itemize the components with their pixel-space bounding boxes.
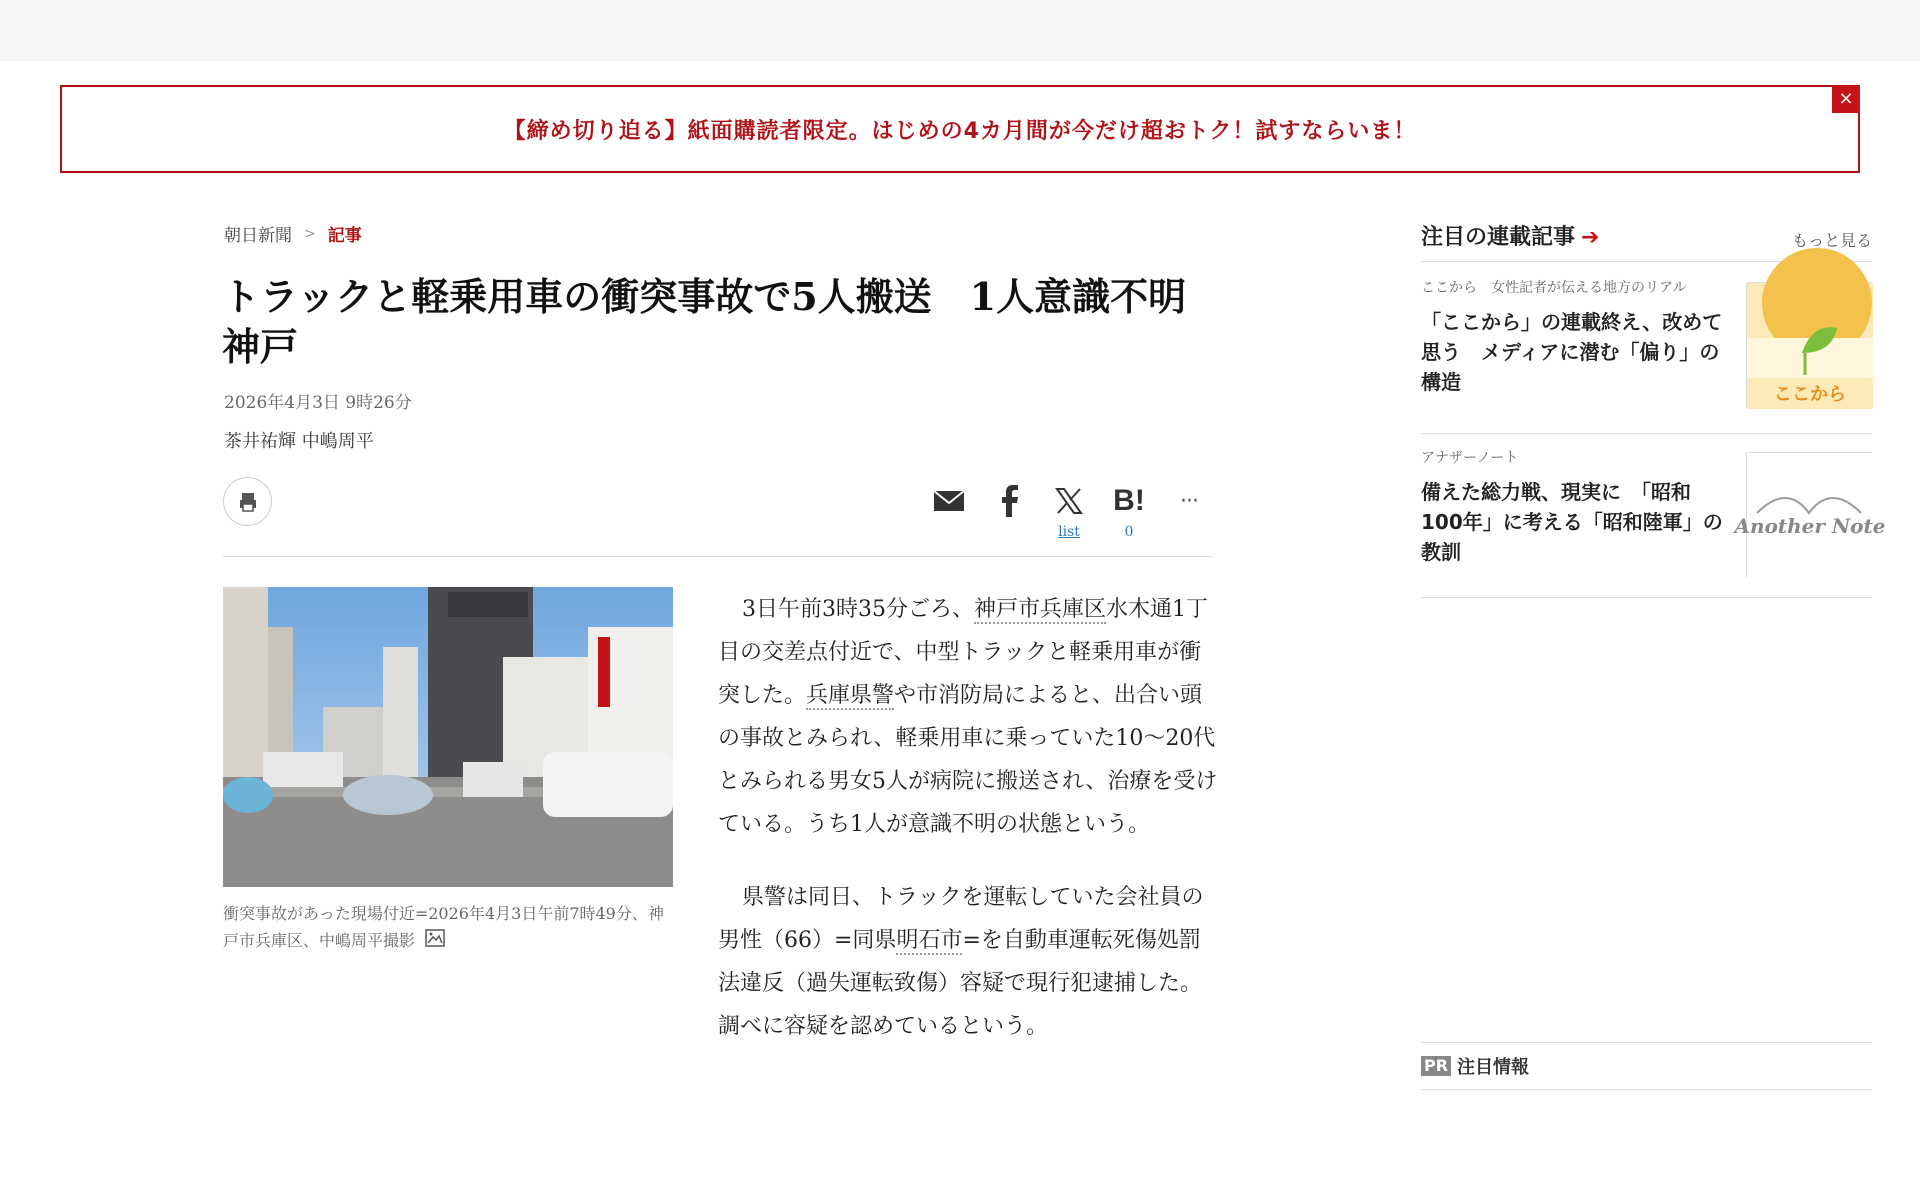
breadcrumb-current[interactable]: 記事	[327, 226, 362, 246]
breadcrumb-home[interactable]: 朝日新聞	[224, 226, 292, 246]
paragraph-1: 3日午前3時35分ごろ、神戸市兵庫区水木通1丁目の交差点付近で、中型トラックと軽乗用車が衝突した。兵庫県警や市消防局によると、出合い頭の事故とみられ、軽乗用車に乗っていた10～20代とみられる男女5人が病院に搬送され、治療を受けている。うち1人が意識不明の状態という。	[718, 597, 1218, 837]
mail-icon	[933, 480, 965, 522]
share-x-button[interactable]	[1044, 480, 1094, 540]
promo-text[interactable]: 【締め切り迫る】紙面購読者限定。はじめの4カ月間が今だけ超おトク！試すならいま！	[503, 118, 1417, 144]
browser-top-bar	[0, 0, 1920, 61]
share-facebook-button[interactable]	[984, 480, 1034, 522]
sidebar-thumbnail[interactable]	[1734, 452, 1886, 578]
hatena-bookmark-icon: B!	[1113, 484, 1145, 517]
x-share-count[interactable]: list	[1058, 524, 1080, 540]
promo-banner[interactable]	[60, 85, 1860, 173]
article-body	[718, 588, 1218, 1078]
sidebar-thumbnail[interactable]	[1746, 282, 1872, 408]
link-hyogo-police[interactable]: 兵庫県警	[806, 683, 895, 708]
sidebar-more-link[interactable]: もっと見る	[1791, 231, 1872, 250]
close-icon[interactable]: ×	[1832, 85, 1860, 113]
sidebar-item-another-note[interactable]	[1421, 450, 1886, 598]
facebook-icon	[999, 480, 1019, 522]
image-icon[interactable]	[425, 928, 445, 955]
link-akashi[interactable]: 明石市	[896, 928, 963, 953]
sidebar-item-category: アナザーノート	[1421, 450, 1519, 466]
photo-caption-text: 衝突事故があった現場付近=2026年4月3日午前7時49分、神戸市兵庫区、中嶋周平撮影	[223, 904, 664, 950]
article-photo[interactable]	[223, 587, 673, 887]
sidebar-item-category: ここから 女性記者が伝える地方のリアル	[1421, 280, 1687, 296]
sidebar-title[interactable]: 注目の連載記事 ➔	[1421, 225, 1600, 250]
photo-caption	[223, 900, 675, 955]
pr-section-header	[1421, 1042, 1872, 1090]
more-icon: ···	[1180, 488, 1198, 514]
printer-icon	[237, 491, 259, 513]
print-button[interactable]	[223, 477, 272, 526]
pr-label: 注目情報	[1457, 1057, 1530, 1078]
sidebar-item-kokokara[interactable]	[1421, 280, 1872, 434]
arrow-right-icon: ➔	[1581, 225, 1600, 250]
pr-badge: PR	[1421, 1056, 1451, 1076]
sidebar-item-title[interactable]: 備えた総力戦、現実に 「昭和100年」に考える「昭和陸軍」の教訓	[1421, 480, 1723, 564]
breadcrumb	[224, 221, 362, 246]
x-icon	[1055, 480, 1083, 522]
article-headline: トラックと軽乗用車の衝突事故で5人搬送 1人意識不明 神戸	[222, 274, 1225, 369]
share-more-button[interactable]	[1164, 480, 1214, 522]
article-authors: 茶井祐輝 中嶋周平	[224, 431, 374, 452]
article-date: 2026年4月3日 9時26分	[224, 393, 412, 413]
share-hatena-button[interactable]	[1104, 480, 1154, 540]
hatena-share-count[interactable]: 0	[1124, 524, 1134, 540]
breadcrumb-separator: >	[304, 225, 316, 242]
share-mail-button[interactable]	[924, 480, 974, 522]
paragraph-2: 県警は同日、トラックを運転していた会社員の男性（66）=同県明石市=を自動車運転死傷処罰法違反（過失運転致傷）容疑で現行犯逮捕した。調べに容疑を認めているという。	[718, 885, 1204, 1039]
sidebar-item-title[interactable]: 「ここから」の連載終え、改めて思う メディアに潜む「偏り」の構造	[1421, 310, 1723, 394]
header-divider	[223, 556, 1213, 557]
link-kobe-hyogo-ku[interactable]: 神戸市兵庫区	[974, 597, 1107, 622]
svg-text:ここから: ここから	[1774, 384, 1846, 405]
svg-text:Another Note: Another Note	[1734, 514, 1886, 538]
